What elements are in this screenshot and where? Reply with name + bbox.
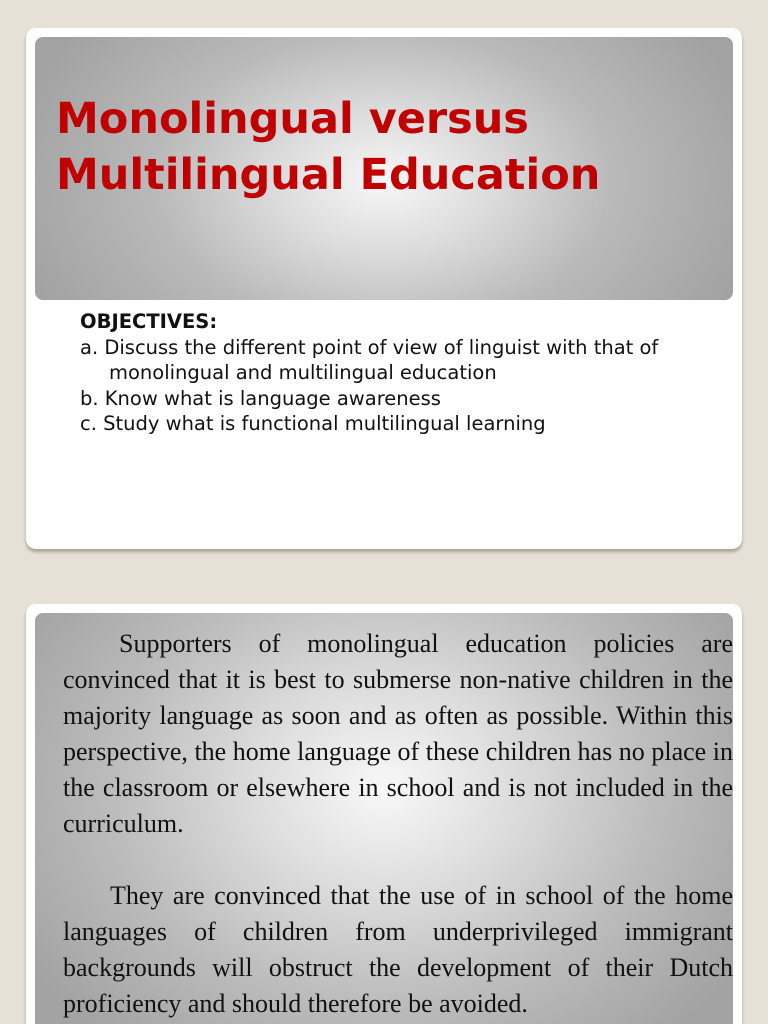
objectives-heading: OBJECTIVES: <box>80 310 218 333</box>
paragraph-2: They are convinced that the use of in school of the home languages of children from underprivileged immigrant backgrounds will obstruct the development of their Dutch proficiency and should therefore be avoided. <box>63 881 733 1018</box>
paragraph-1: Supporters of monolingual education policies are convinced that it is best to submerse non-native children in the majority language as soon and as often as possible. Within this perspective, the home language of these children has no place in the classroom or elsewhere in school and is not included in the curriculum. <box>63 629 733 838</box>
objective-item-c: c. Study what is functional multilingual learning <box>80 412 546 435</box>
content-banner <box>35 613 733 1024</box>
objectives-section <box>80 309 720 437</box>
slide-monolingual-supporters <box>26 604 742 1024</box>
slide-body-text <box>63 626 733 1022</box>
objective-item-a: a. Discuss the different point of view of linguist with that of monolingual and multilingual education <box>80 335 659 384</box>
slide-title-objectives <box>26 28 742 549</box>
objective-item-b: b. Know what is language awareness <box>80 386 441 410</box>
title-banner <box>35 37 733 300</box>
objectives-list <box>80 335 720 437</box>
title-line-2: Multilingual Education <box>56 150 601 200</box>
slide-title <box>56 91 716 203</box>
title-line-1: Monolingual versus <box>56 94 529 144</box>
